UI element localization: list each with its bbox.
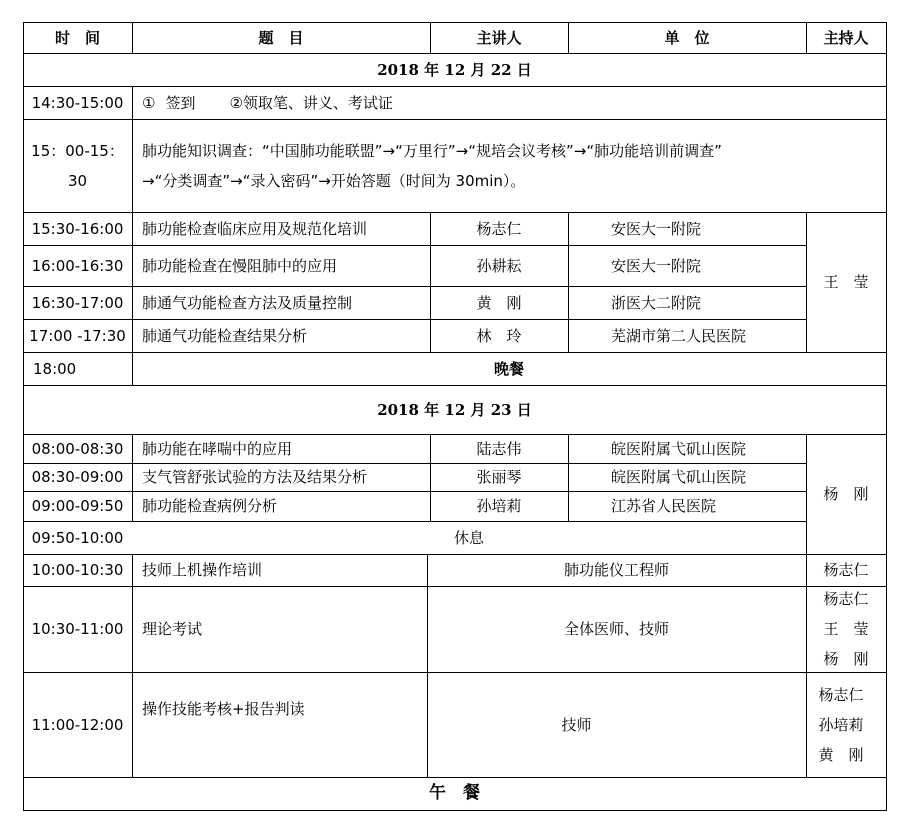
session-topic: 肺通气功能检查方法及质量控制 xyxy=(142,293,353,312)
rule xyxy=(568,434,569,522)
session-speaker: 孙培莉 xyxy=(476,497,522,515)
skills-host: 黄 刚 xyxy=(818,745,864,764)
session-topic: 肺通气功能检查结果分析 xyxy=(142,326,308,345)
exam-hosts xyxy=(806,586,886,672)
survey-text xyxy=(142,119,882,212)
rule xyxy=(132,434,133,522)
session-time: 09:00-09:50 xyxy=(31,497,124,515)
session-speaker: 林 玲 xyxy=(476,326,522,345)
session-topic: 支气管舒张试验的方法及结果分析 xyxy=(142,468,368,486)
dinner-time: 18:00 xyxy=(33,359,77,378)
survey-time-line2: 30 xyxy=(67,171,88,190)
exam-topic: 理论考试 xyxy=(142,620,203,638)
session-unit: 芜湖市第二人民医院 xyxy=(611,326,747,345)
exam-host: 杨志仁 xyxy=(823,590,869,608)
skills-time: 11:00-12:00 xyxy=(31,715,124,734)
header-speaker: 主讲人 xyxy=(476,28,522,47)
session-topic: 肺功能在哮喘中的应用 xyxy=(142,439,293,458)
session-speaker: 张丽琴 xyxy=(476,468,522,486)
session-time: 08:00-08:30 xyxy=(31,439,124,458)
checkin-items xyxy=(142,86,842,119)
session-unit: 皖医附属弋矶山医院 xyxy=(611,468,747,486)
session-time: 16:00-16:30 xyxy=(31,256,124,275)
skills-topic: 操作技能考核+报告判读 xyxy=(142,700,305,718)
session-unit: 浙医大二附院 xyxy=(611,293,702,312)
session-time: 08:30-09:00 xyxy=(31,468,124,486)
rule xyxy=(568,212,569,352)
survey-text-line2: →“分类调查”→“录入密码”→开始答题（时间为 30min）。 xyxy=(142,171,526,190)
checkin-time: 14:30-15:00 xyxy=(31,93,124,112)
rule xyxy=(132,554,133,777)
survey-text-line1: 肺功能知识调查：“中国肺功能联盟”→“万里行”→“规培会议考核”→“肺功能培训前调查” xyxy=(142,141,722,160)
header-unit: 单 位 xyxy=(664,28,710,47)
exam-time: 10:30-11:00 xyxy=(31,620,124,638)
session-speaker: 杨志仁 xyxy=(476,219,522,238)
session-topic: 肺功能检查在慢阻肺中的应用 xyxy=(142,256,338,275)
header-host: 主持人 xyxy=(823,28,869,47)
session-time: 16:30-17:00 xyxy=(31,293,124,312)
lunch-label: 午 餐 xyxy=(429,783,480,804)
skills-hosts xyxy=(806,672,876,777)
session-speaker: 孙耕耘 xyxy=(476,256,522,275)
day1-host: 王 莹 xyxy=(823,273,869,291)
training-speaker: 肺功能仪工程师 xyxy=(563,561,669,579)
session-unit: 皖医附属弋矶山医院 xyxy=(611,439,747,458)
day1-date: 2018 年 12 月 22 日 xyxy=(377,60,532,79)
skills-speaker: 技师 xyxy=(561,715,592,734)
session-topic: 肺功能检查病例分析 xyxy=(142,497,278,515)
session-unit: 江苏省人民医院 xyxy=(611,497,717,515)
break-label: 休息 xyxy=(453,528,484,547)
checkin-mark: ① xyxy=(142,93,156,112)
rule xyxy=(886,22,887,811)
session-unit: 安医大一附院 xyxy=(611,256,702,275)
day2-host: 杨 刚 xyxy=(823,485,869,503)
survey-time-line1: 15：00-15： xyxy=(31,141,124,160)
checkin-signin: 签到 xyxy=(165,93,196,112)
checkin-materials: ②领取笔、讲义、考试证 xyxy=(229,93,393,112)
session-speaker: 黄 刚 xyxy=(476,293,522,312)
training-topic: 技师上机操作培训 xyxy=(142,561,263,579)
session-time: 15:30-16:00 xyxy=(31,219,124,238)
training-host: 杨志仁 xyxy=(823,561,869,579)
exam-speaker: 全体医师、技师 xyxy=(563,620,669,638)
skills-host: 孙培莉 xyxy=(818,715,864,734)
dinner-label: 晚餐 xyxy=(493,359,524,378)
survey-time xyxy=(23,119,132,212)
exam-host: 王 莹 xyxy=(823,620,869,638)
rule xyxy=(132,86,133,385)
session-time: 17:00 -17:30 xyxy=(29,326,126,345)
training-time: 10:00-10:30 xyxy=(31,561,124,579)
header-topic: 题 目 xyxy=(258,28,304,47)
day2-date: 2018 年 12 月 23 日 xyxy=(377,400,532,419)
session-topic: 肺功能检查临床应用及规范化培训 xyxy=(142,219,368,238)
session-speaker: 陆志伟 xyxy=(476,439,522,458)
header-time: 时 间 xyxy=(54,28,100,47)
skills-host: 杨志仁 xyxy=(818,685,864,704)
rule xyxy=(23,810,887,811)
exam-host: 杨 刚 xyxy=(823,650,869,668)
session-unit: 安医大一附院 xyxy=(611,219,702,238)
break-time: 09:50-10:00 xyxy=(31,528,124,547)
